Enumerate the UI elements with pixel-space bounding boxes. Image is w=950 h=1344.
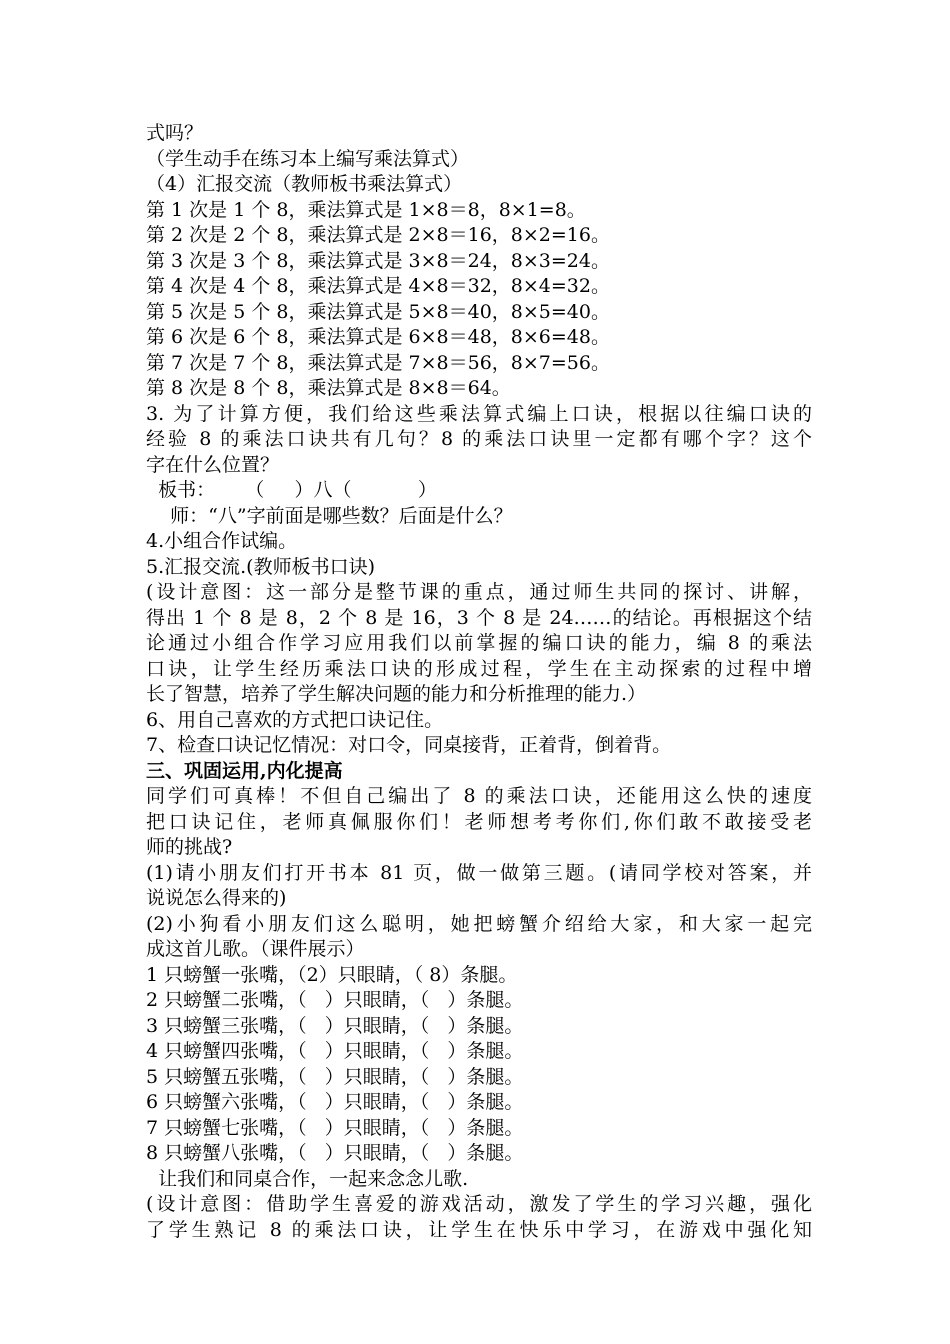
section-heading: 三、巩固运用,内化提高: [146, 759, 343, 782]
text-line: (1)请小朋友们打开书本 81 页，做一做第三题。(请同学校对答案，并: [146, 861, 812, 884]
text-line: 5.汇报交流.(教师板书口诀): [146, 555, 375, 578]
text-line: 字在什么位置？: [146, 453, 280, 476]
text-line: 7、检查口诀记忆情况：对口令，同桌接背，正着背，倒着背。: [146, 734, 672, 756]
text-line: 板书： （ ）八（ ）: [146, 479, 437, 501]
text-line: 3. 为了计算方便，我们给这些乘法算式编上口诀，根据以往编口诀的: [146, 402, 812, 425]
text-line: 第 4 次是 4 个 8，乘法算式是 4×8＝32，8×4=32。: [146, 275, 610, 297]
text-line: 第 1 次是 1 个 8，乘法算式是 1×8＝8，8×1=8。: [146, 198, 586, 221]
text-line: 第 5 次是 5 个 8，乘法算式是 5×8＝40，8×5=40。: [146, 300, 610, 323]
text-line: 同学们可真棒！不但自己编出了 8 的乘法口诀，还能用这么快的速度: [146, 785, 812, 807]
text-line: 5 只螃蟹五张嘴，（ ）只眼睛，（ ）条腿。: [146, 1065, 524, 1088]
text-line: 第 2 次是 2 个 8，乘法算式是 2×8＝16，8×2=16。: [146, 224, 610, 246]
text-line: 2 只螃蟹二张嘴，（ ）只眼睛，（ ）条腿。: [146, 989, 524, 1011]
text-line: （4）汇报交流（教师板书乘法算式）: [146, 173, 463, 195]
text-line: （学生动手在练习本上编写乘法算式）: [146, 147, 470, 170]
text-line: 说说怎么得来的): [146, 887, 287, 909]
text-line: 了学生熟记 8 的乘法口诀，让学生在快乐中学习，在游戏中强化知: [146, 1218, 812, 1241]
text-line: 8 只螃蟹八张嘴，（ ）只眼睛，（ ）条腿。: [146, 1142, 524, 1164]
text-line: 3 只螃蟹三张嘴，（ ）只眼睛，（ ）条腿。: [146, 1014, 524, 1037]
document-body: [146, 121, 812, 1243]
text-line: 4.小组合作试编。: [146, 530, 298, 552]
text-line: (设计意图：借助学生喜爱的游戏活动，激发了学生的学习兴趣，强化: [146, 1193, 812, 1215]
text-line: 得出 1 个 8 是 8，2 个 8 是 16，3 个 8 是 24……的结论。再根据这个结: [146, 606, 812, 629]
text-line: 师：“八”字前面是哪些数？后面是什么？: [146, 504, 513, 527]
text-line: 把口诀记住，老师真佩服你们！老师想考考你们,你们敢不敢接受老: [146, 810, 812, 833]
text-line: 长了智慧，培养了学生解决问题的能力和分析推理的能力.）: [146, 683, 647, 705]
text-line: (设计意图：这一部分是整节课的重点，通过师生共同的探讨、讲解，: [146, 581, 812, 603]
text-line: 第 7 次是 7 个 8，乘法算式是 7×8＝56，8×7=56。: [146, 351, 610, 374]
text-line: 论通过小组合作学习应用我们以前掌握的编口诀的能力，编 8 的乘法: [146, 632, 812, 654]
text-line: 经验 8 的乘法口诀共有几句？8 的乘法口诀里一定都有哪个字？这个: [146, 428, 812, 450]
text-line: 成这首儿歌。（课件展示）: [146, 938, 365, 960]
text-line: 6、用自己喜欢的方式把口诀记住。: [146, 708, 444, 731]
text-line: 第 3 次是 3 个 8，乘法算式是 3×8＝24，8×3=24。: [146, 249, 610, 272]
text-line: 式吗？: [146, 122, 204, 144]
text-line: 1 只螃蟹一张嘴，（2）只眼睛，（ 8）条腿。: [146, 963, 518, 986]
text-line: 第 6 次是 6 个 8，乘法算式是 6×8＝48，8×6=48。: [146, 326, 610, 348]
text-line: 4 只螃蟹四张嘴，（ ）只眼睛，（ ）条腿。: [146, 1040, 524, 1062]
text-line: 6 只螃蟹六张嘴，（ ）只眼睛，（ ）条腿。: [146, 1091, 524, 1113]
text-line: 7 只螃蟹七张嘴，（ ）只眼睛，（ ）条腿。: [146, 1116, 524, 1139]
text-line: 第 8 次是 8 个 8，乘法算式是 8×8＝64。: [146, 377, 511, 399]
text-line: 让我们和同桌合作，一起来念念儿歌.: [146, 1167, 469, 1190]
text-line: 口诀，让学生经历乘法口诀的形成过程，学生在主动探索的过程中增: [146, 657, 812, 680]
text-line: 师的挑战?: [146, 836, 233, 858]
text-line: (2)小狗看小朋友们这么聪明，她把螃蟹介绍给大家，和大家一起完: [146, 912, 812, 935]
